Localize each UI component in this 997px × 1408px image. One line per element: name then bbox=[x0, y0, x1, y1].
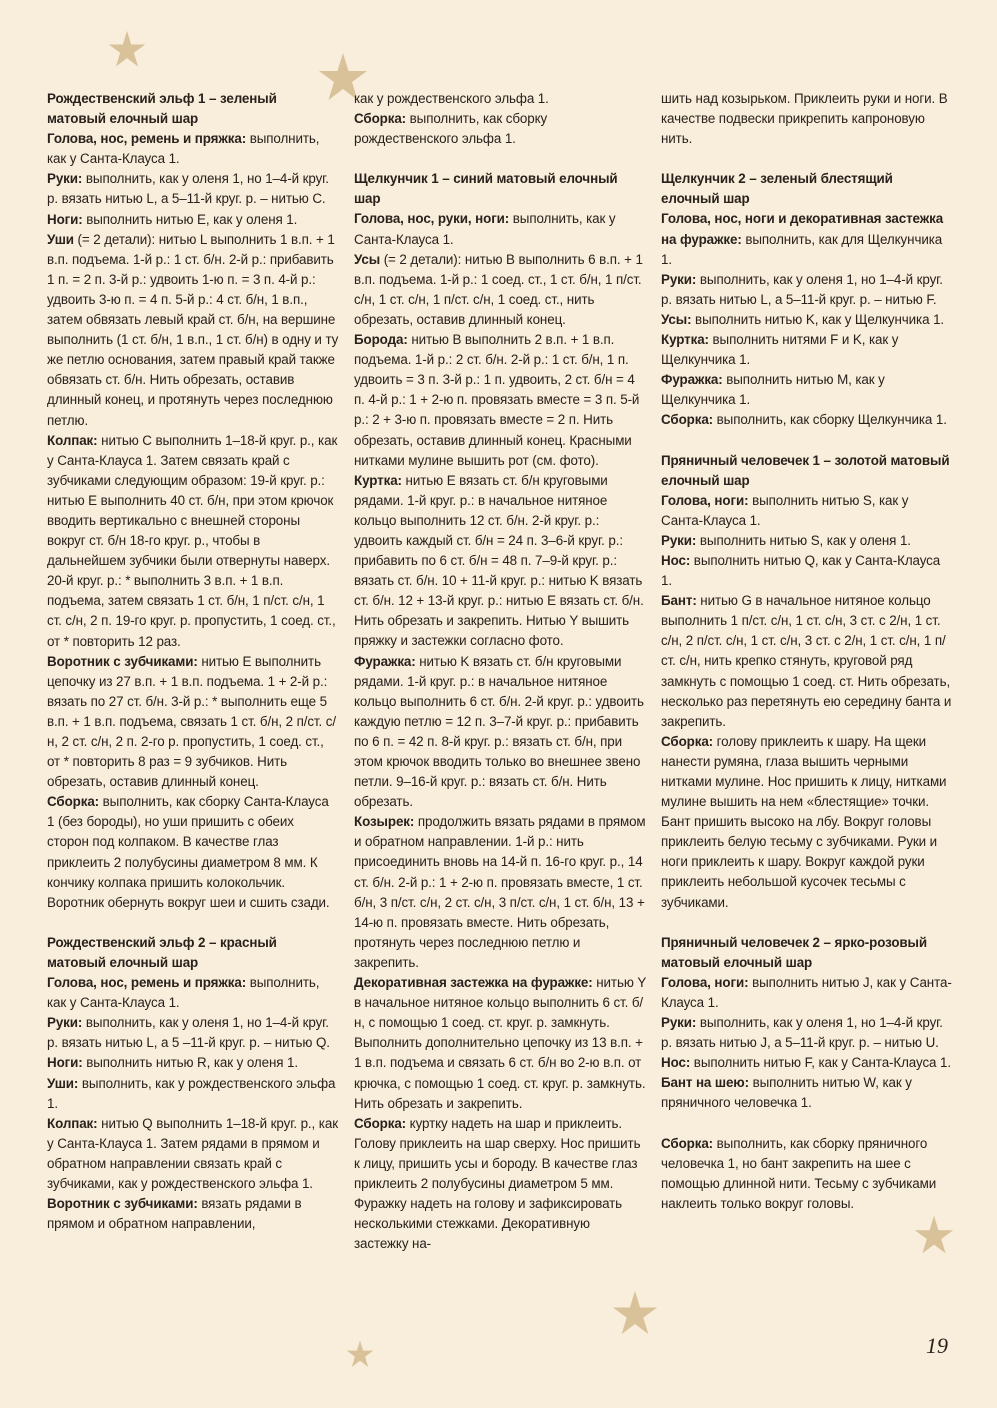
instruction-label: Куртка: bbox=[354, 472, 402, 488]
instruction-text: выполнить нитью E, как у оленя 1. bbox=[82, 211, 298, 227]
instruction-text: нитью E выполнить цепочку из 27 в.п. + 1 в.п. подъема. 1 + 2-й р.: вязать по 27 ст. б/н. 3-й р.: * выполнить еще 5 в.п. + 1 в.п. подъема, связать 1 ст. б/н, 2 п/ст. с/н, 2 ст. с/н, 2 п. 2-го р. пропустить, 1 соед. ст., от * повторить 8 раз = 9 зубчиков. Нить обрезать, оставив длинный конец. bbox=[47, 653, 336, 790]
instruction-paragraph bbox=[47, 129, 339, 169]
instruction-label: Уши bbox=[47, 231, 74, 247]
instruction-paragraph bbox=[47, 652, 339, 793]
star-decoration-icon bbox=[612, 1290, 658, 1336]
instruction-text: выполнить нитью K, как у Щелкунчика 1. bbox=[691, 311, 945, 327]
instruction-paragraph bbox=[47, 1194, 339, 1234]
instruction-label: Бант: bbox=[661, 593, 697, 609]
paragraph-spacer bbox=[661, 149, 953, 169]
instruction-label: Усы bbox=[354, 251, 381, 267]
instruction-label: Воротник с зубчиками: bbox=[47, 1196, 198, 1212]
paragraph-spacer bbox=[661, 1114, 953, 1134]
instruction-paragraph bbox=[47, 973, 339, 1013]
star-decoration-icon bbox=[914, 1215, 954, 1255]
text-column-middle bbox=[354, 89, 646, 1254]
instruction-label: Усы: bbox=[661, 311, 692, 327]
instruction-paragraph bbox=[354, 209, 646, 249]
instruction-paragraph bbox=[661, 270, 953, 310]
instruction-text: выполнить, как сборку пряничного человечка 1, но бант закрепить на шее с помощью длинной нити. Тесьму с зубчиками наклеить только вокруг головы. bbox=[661, 1135, 937, 1211]
instruction-label: Голова, ноги: bbox=[661, 492, 749, 508]
instruction-label: Руки: bbox=[47, 171, 83, 187]
instruction-paragraph bbox=[661, 410, 953, 430]
instruction-text: выполнить нитью W, как у пряничного человечка 1. bbox=[661, 1075, 912, 1111]
instruction-paragraph bbox=[661, 531, 953, 551]
instruction-paragraph bbox=[47, 792, 339, 913]
instruction-paragraph bbox=[661, 1134, 953, 1214]
instruction-label: Руки: bbox=[661, 271, 697, 287]
instruction-text: выполнить, как для Щелкунчика 1. bbox=[661, 231, 943, 267]
instruction-text: нитью G в начальное нитяное кольцо выполнить 1 п/ст. с/н, 1 ст. с/н, 3 ст. с 2/н, 1 ст. с/н, 2 п/ст. с/н, 1 ст. с/н, 3 ст. с 2/н, 1 ст. с/н, 1 п/ст. с/н, нить крепко стянуть, круговой ряд замкнуть с помощью 1 соед. ст. Нить обрезать, несколько раз перетянуть ею середину банта и закрепить. bbox=[661, 593, 952, 729]
instruction-label: Голова, нос, руки, ноги: bbox=[354, 211, 510, 227]
instruction-label: Колпак: bbox=[47, 1115, 98, 1131]
instruction-paragraph bbox=[354, 471, 646, 652]
section-heading: Щелкунчик 2 – зеленый блестящий елочный шар bbox=[661, 171, 893, 207]
instruction-paragraph bbox=[354, 1114, 646, 1255]
instruction-text: выполнить, как сборку рождественского эльфа 1. bbox=[354, 111, 548, 147]
instruction-text: выполнить, как у Санта-Клауса 1. bbox=[47, 131, 320, 167]
star-decoration-icon bbox=[108, 30, 146, 68]
instruction-paragraph bbox=[47, 1114, 339, 1194]
paragraph-spacer bbox=[354, 149, 646, 169]
page-number: 19 bbox=[926, 1333, 948, 1358]
instruction-label: Голова, нос, ремень и пряжка: bbox=[47, 131, 247, 147]
instruction-text: выполнить, как у оленя 1, но 1–4-й круг. р. вязать нитью J, а 5–11-й круг. р. – нитью U. bbox=[661, 1015, 943, 1051]
instruction-paragraph bbox=[661, 89, 953, 149]
instruction-text: куртку надеть на шар и приклеить. Голову приклеить на шар сверху. Нос пришить к лицу, пришить усы и бороду. В качестве глаз приклеить 2 полубусины диаметром 5 мм. Фуражку надеть на голову и зафиксировать несколькими стежками. Декоративную застежку на- bbox=[354, 1115, 641, 1252]
text-column-right bbox=[661, 89, 953, 1214]
instruction-text: нитью C выполнить 1–18-й круг. р., как у Санта-Клауса 1. Затем связать край с зубчиками следующим образом: 19-й круг. р.: нитью E выполнить 40 ст. б/н, при этом крючок вводить вертикально с внешней стороны вокруг ст. б/н 18-го круг. р., чтобы в дальнейшем зубчики были отвернуты наверх. 20-й круг. р.: * выполнить 3 в.п. + 1 в.п. подъема, затем связать 1 ст. б/н, 1 п/ст. с/н, 1 ст. с/н, 2 п. 19-го круг. р. пропустить, 1 соед. ст., от * повторить 12 раз. bbox=[47, 432, 338, 649]
instruction-text: выполнить нитью S, как у оленя 1. bbox=[696, 532, 911, 548]
instruction-text: (= 2 детали): нитью B выполнить 6 в.п. + 1 в.п. подъема. 1-й р.: 1 соед. ст., 1 ст. б/н, 1 п/ст. с/н, 1 ст. с/н, 1 п/ст. с/н, 1 соед. ст., нить обрезать, оставив длинный конец. bbox=[354, 251, 643, 327]
instruction-text: выполнить, как сборку Щелкунчика 1. bbox=[713, 412, 947, 428]
instruction-paragraph bbox=[354, 330, 646, 471]
instruction-label: Бант на шею: bbox=[661, 1075, 749, 1091]
instruction-label: Сборка: bbox=[354, 1115, 407, 1131]
instruction-paragraph bbox=[47, 169, 339, 209]
instruction-label: Нос: bbox=[661, 1055, 691, 1071]
instruction-paragraph bbox=[661, 209, 953, 269]
instruction-label: Воротник с зубчиками: bbox=[47, 653, 198, 669]
instruction-label: Ноги: bbox=[47, 211, 83, 227]
instruction-label: Сборка: bbox=[661, 412, 714, 428]
instruction-paragraph bbox=[661, 1013, 953, 1053]
instruction-label: Козырек: bbox=[354, 814, 415, 830]
instruction-label: Руки: bbox=[47, 1015, 83, 1031]
instruction-text: выполнить нитью Q, как у Санта-Клауса 1. bbox=[661, 552, 941, 589]
instruction-paragraph bbox=[661, 330, 953, 370]
instruction-text: нитью K вязать ст. б/н круговыми рядами. 1-й круг. р.: в начальное нитяное кольцо выполнить 6 ст. б/н. 2-й круг. р.: удвоить каждую петлю = 12 п. 3–7-й круг. р.: прибавить по 6 п. = 42 п. 8-й круг. р.: вязать ст. б/н, при этом крючок вводить только во внешнее звено петли. 9–16-й круг. р.: вязать ст. б/н. Нить обрезать. bbox=[354, 653, 644, 810]
instruction-paragraph bbox=[661, 491, 953, 531]
section-heading: Пряничный человечек 2 – ярко-розовый матовый елочный шар bbox=[661, 934, 928, 970]
instruction-text: выполнить нитью R, как у оленя 1. bbox=[82, 1055, 299, 1071]
instruction-text: выполнить нитью S, как у Санта-Клауса 1. bbox=[661, 492, 909, 528]
instruction-label: Колпак: bbox=[47, 432, 98, 448]
star-decoration-icon bbox=[346, 1340, 374, 1368]
instruction-text: выполнить, как у рождественского эльфа 1. bbox=[47, 1075, 336, 1111]
section-heading: Щелкунчик 1 – синий матовый елочный шар bbox=[354, 171, 618, 207]
instruction-label: Сборка: bbox=[47, 794, 100, 810]
instruction-label: Фуражка: bbox=[661, 372, 723, 388]
paragraph-spacer bbox=[661, 431, 953, 451]
instruction-paragraph bbox=[661, 551, 953, 591]
paragraph-spacer bbox=[47, 913, 339, 933]
instruction-paragraph bbox=[354, 109, 646, 149]
instruction-label: Фуражка: bbox=[354, 653, 416, 669]
section-heading: Рождественский эльф 2 – красный матовый елочный шар bbox=[47, 934, 277, 970]
instruction-text: выполнить, как у Санта-Клауса 1. bbox=[47, 975, 320, 1011]
instruction-label: Голова, нос, ноги и декоративная застежка на фуражке: bbox=[661, 211, 944, 247]
instruction-label: Декоративная застежка на фуражке: bbox=[354, 975, 593, 991]
instruction-paragraph bbox=[47, 431, 339, 652]
instruction-label: Голова, ноги: bbox=[661, 974, 749, 990]
instruction-label: Сборка: bbox=[354, 111, 407, 127]
instruction-label: Борода: bbox=[354, 332, 408, 348]
text-column-left bbox=[47, 89, 339, 1234]
instruction-text: голову приклеить к шару. На щеки нанести румяна, глаза вышить черными нитками мулине. Нос пришить к лицу, нитками мулине вышить на нем «блестящие» точки. Бант пришить высоко на лбу. Вокруг головы приклеить белую тесьму с зубчиками. Руки и ноги приклеить к шару. Вокруг каждой руки приклеить небольшой кусочек тесьмы с зубчиками. bbox=[661, 733, 947, 910]
instruction-label: Руки: bbox=[661, 532, 697, 548]
instruction-text: выполнить нитью J, как у Санта-Клауса 1. bbox=[661, 974, 952, 1010]
instruction-paragraph bbox=[47, 1074, 339, 1114]
instruction-label: Сборка: bbox=[661, 733, 714, 749]
instruction-label: Ноги: bbox=[47, 1055, 83, 1071]
instruction-label: Нос: bbox=[661, 552, 691, 568]
instruction-paragraph bbox=[354, 89, 646, 109]
instruction-paragraph bbox=[661, 310, 953, 330]
instruction-paragraph bbox=[661, 1073, 953, 1113]
instruction-paragraph bbox=[661, 1053, 953, 1073]
instruction-text: нитью E вязать ст. б/н круговыми рядами. 1-й круг. р.: в начальное нитяное кольцо выполнить 12 ст. б/н. 2-й круг. р.: удвоить каждый ст. б/н = 24 п. 3–6-й круг. р.: прибавить по 6 ст. б/н = 48 п. 7–9-й круг. р.: вязать ст. б/н. 10 + 11-й круг. р.: нитью K вязать ст. б/н. 12 + 13-й круг. р.: нитью E вязать ст. б/н. Нить обрезать и закрепить. Нитью Y вышить пряжку и застежки согласно фото. bbox=[354, 472, 644, 649]
instruction-text: выполнить, как у Санта-Клауса 1. bbox=[354, 211, 616, 247]
instruction-text: выполнить, как у оленя 1, но 1–4-й круг. р. вязать нитью L, а 5–11-й круг. р. – нитью C. bbox=[47, 171, 329, 207]
instruction-paragraph bbox=[47, 210, 339, 230]
instruction-text: как у рождественского эльфа 1. bbox=[354, 91, 549, 106]
instruction-paragraph bbox=[661, 732, 953, 913]
instruction-paragraph bbox=[354, 250, 646, 330]
instruction-text: нитью B выполнить 2 в.п. + 1 в.п. подъема. 1-й р.: 2 ст. б/н. 2-й р.: 1 ст. б/н, 1 п. удвоить = 3 п. 3-й р.: 1 п. удвоить, 2 ст. б/н = 4 п. 4-й р.: 1 + 2-ю п. провязать вместе = 3 п. 5-й р.: 2 + 3-ю п. провязать вместе = 2 п. Нить обрезать, оставив длинный конец. Красными нитками мулине вышить рот (см. фото). bbox=[354, 332, 640, 468]
instruction-text: выполнить нитью F, как у Санта-Клауса 1. bbox=[690, 1055, 951, 1071]
instruction-paragraph bbox=[354, 973, 646, 1114]
instruction-paragraph bbox=[47, 1053, 339, 1073]
instruction-text: продолжить вязать рядами в прямом и обратном направлении. 1-й р.: нить присоединить вновь на 14-й п. 16-го круг. р., 14 ст. б/н. 2-й р.: 1 + 2-ю п. провязать вместе, 1 ст. б/н, 3 п/ст. с/н, 2 ст. с/н, 3 п/ст. с/н, 1 ст. б/н, 13 + 14-ю п. провязать вместе. Нить обрезать, протянуть через последнюю петлю и закрепить. bbox=[354, 814, 646, 970]
instruction-paragraph bbox=[661, 973, 953, 1013]
instruction-label: Уши: bbox=[47, 1075, 79, 1091]
instruction-text: шить над козырьком. Приклеить руки и ноги. В качестве подвески прикрепить капроновую нить. bbox=[661, 91, 948, 147]
instruction-text: выполнить нитями F и K, как у Щелкунчика 1. bbox=[661, 332, 899, 368]
instruction-text: вязать рядами в прямом и обратном направлении, bbox=[47, 1196, 302, 1232]
instruction-text: выполнить нитью M, как у Щелкунчика 1. bbox=[661, 372, 885, 408]
instruction-text: выполнить, как сборку Санта-Клауса 1 (без бороды), но уши пришить с обеих сторон под колпаком. В качестве глаз приклеить 2 полубусины диаметром 8 мм. К кончику колпака пришить колокольчик. Воротник обернуть вокруг шеи и сшить сзади. bbox=[47, 794, 330, 910]
instruction-text: выполнить, как у оленя 1, но 1–4-й круг. р. вязать нитью L, а 5–11-й круг. р. – нитью F. bbox=[661, 271, 943, 307]
instruction-text: выполнить, как у оленя 1, но 1–4-й круг. р. вязать нитью L, а 5 –11-й круг. р. – нитью Q. bbox=[47, 1015, 330, 1051]
instruction-paragraph bbox=[354, 652, 646, 813]
instruction-paragraph bbox=[661, 370, 953, 410]
instruction-paragraph bbox=[47, 230, 339, 431]
instruction-label: Куртка: bbox=[661, 332, 709, 348]
paragraph-spacer bbox=[661, 913, 953, 933]
instruction-paragraph bbox=[47, 1013, 339, 1053]
instruction-text: (= 2 детали): нитью L выполнить 1 в.п. + 1 в.п. подъема. 1-й р.: 1 ст. б/н. 2-й р.: прибавить 1 п. = 2 п. 3-й р.: удвоить 1-ю п. = 3 п. 4-й р.: удвоить 3-ю п. = 4 п. 5-й р.: 4 ст. б/н, 1 в.п., затем обвязать левый край ст. б/н, на вершине выполнить (1 ст. б/н, 1 в.п., 1 ст. б/н) в одну и ту же петлю основания, затем правый край также обвязать ст. б/н. Нить обрезать, оставив длинный конец, и протянуть через последнюю петлю. bbox=[47, 231, 339, 428]
section-heading: Пряничный человечек 1 – золотой матовый елочный шар bbox=[661, 452, 950, 488]
instruction-text: нитью Y в начальное нитяное кольцо выполнить 6 ст. б/н, с помощью 1 соед. ст. круг. р. замкнуть. Выполнить дополнительно цепочку из 13 в.п. + 1 в.п. подъема и связать 6 ст. б/н во 2-ю в.п. от крючка, с помощью 1 соед. ст. круг. р. замкнуть. Нить обрезать и закрепить. bbox=[354, 975, 646, 1111]
section-heading: Рождественский эльф 1 – зеленый матовый елочный шар bbox=[47, 91, 277, 127]
instruction-label: Голова, нос, ремень и пряжка: bbox=[47, 975, 247, 991]
instruction-label: Руки: bbox=[661, 1015, 697, 1031]
instruction-paragraph bbox=[354, 812, 646, 973]
instruction-text: нитью Q выполнить 1–18-й круг. р., как у Санта-Клауса 1. Затем рядами в прямом и обратном направлении связать край с зубчиками, как у рождественского эльфа 1. bbox=[47, 1115, 338, 1191]
instruction-label: Сборка: bbox=[661, 1135, 714, 1151]
instruction-paragraph bbox=[661, 591, 953, 732]
